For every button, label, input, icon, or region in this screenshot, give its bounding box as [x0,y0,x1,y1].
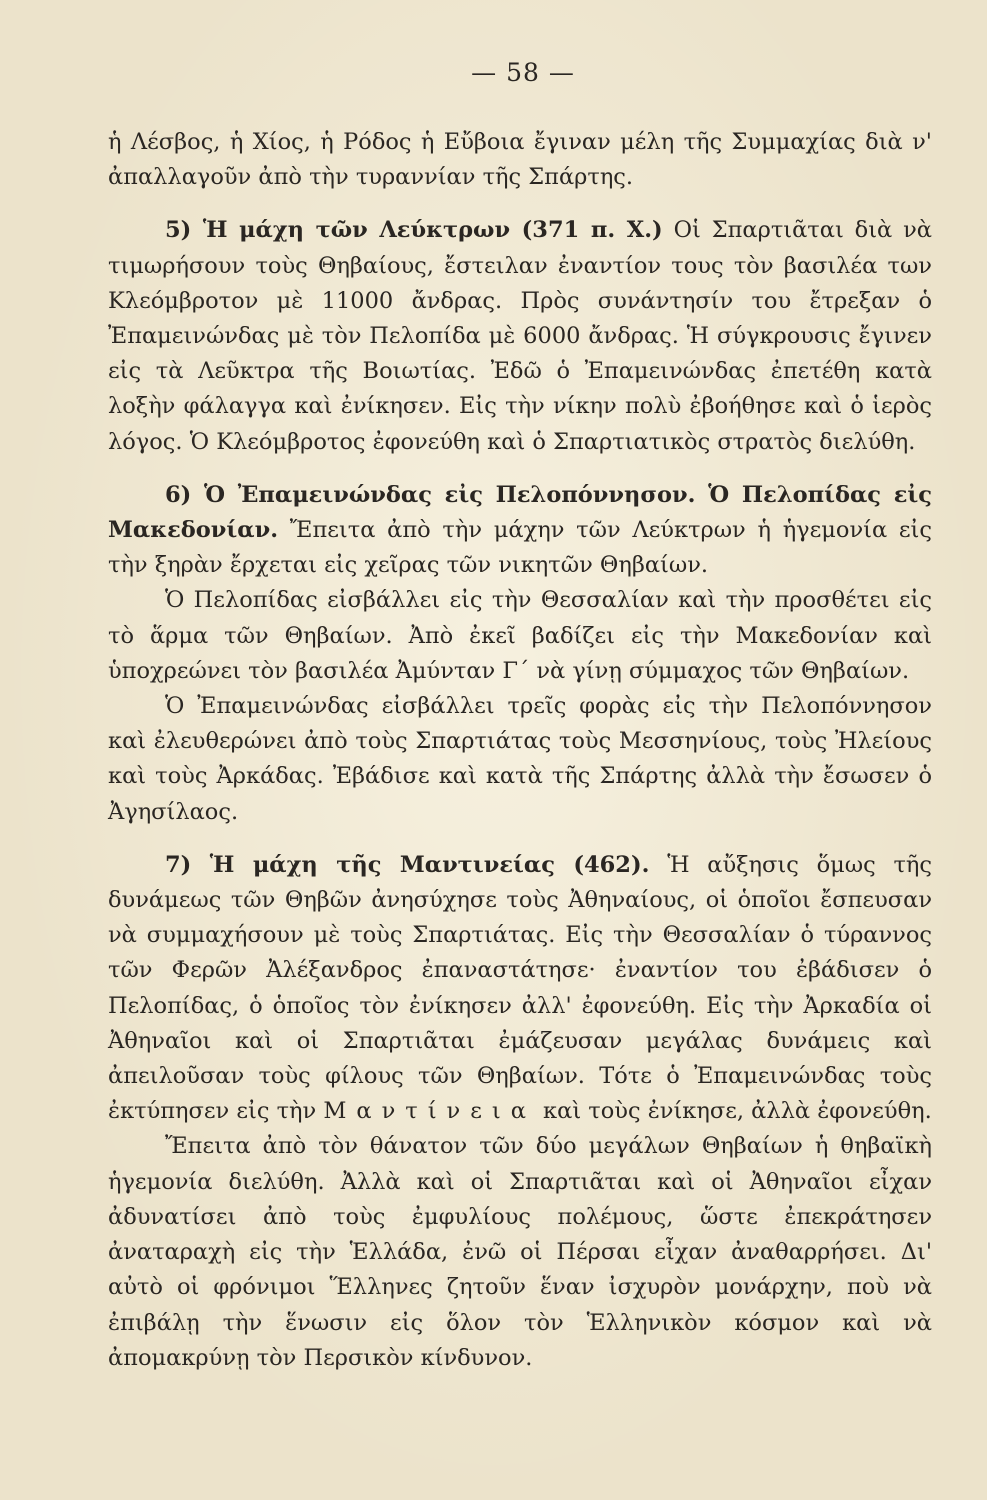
paragraph-continuation [108,125,932,195]
section-heading: 6) Ὁ Ἐπαμεινώνδας εἰς Πελοπόννησον. Ὁ Πελοπίδας εἰς Μακεδονίαν. [108,481,932,544]
paragraph-text: Ἔπειτα ἀπὸ τὸν θάνατον τῶν δύο μεγάλων Θηβαίων ἡ θηβαϊκὴ ἡγεμονία διελύθη. Ἀλλὰ καὶ οἱ Σπαρτιᾶται καὶ οἱ Ἀθηναῖοι εἶχαν ἀδυνατίσει ἀπὸ τοὺς ἐμφυλίους πολέμους, ὥστε ἐπεκράτησεν ἀναταραχὴ εἰς τὴν Ἑλλάδα, ἐνῶ οἱ Πέρσαι εἶχαν ἀναθαρρήσει. Δι' αὐτὸ οἱ φρόνιμοι Ἕλληνες ζητοῦν ἕναν ἰσχυρὸν μονάρχην, ποὺ νὰ ἐπιβάλῃ τὴν ἕνωσιν εἰς ὅλον τὸν Ἑλληνικὸν κόσμον καὶ νὰ ἀπομακρύνῃ τὸν Περσικὸν κίνδυνον. [108,1133,932,1371]
section-heading: 5) Ἡ μάχη τῶν Λεύκτρων (371 π. Χ.) [165,217,663,244]
spaced-word-mantineia: Μαντίνεια [323,1098,536,1125]
paragraph-text: Ὁ Πελοπίδας εἰσβάλλει εἰς τὴν Θεσσαλίαν καὶ τὴν προσθέτει εἰς τὸ ἅρμα τῶν Θηβαίων. Ἀπὸ ἐκεῖ βαδίζει εἰς τὴν Μακεδονίαν καὶ ὑποχρεώνει τὸν βασιλέα Ἀμύνταν Γ΄ νὰ γίνῃ σύμμαχος τῶν Θηβαίων. [108,587,932,684]
paragraph-conclusion [108,1129,932,1375]
paragraph-text: καὶ τοὺς ἐνίκησε, ἀλλὰ ἐφονεύθη. [535,1098,932,1125]
section-6-epaminondas-pelopidas [108,478,932,584]
paragraph-text: ἡ Λέσβος, ἡ Χίος, ἡ Ρόδος ἡ Εὔβοια ἔγιναν μέλη τῆς Συμμαχίας διὰ ν' ἀπαλλαγοῦν ἀπὸ τὴν τυραννίαν τῆς Σπάρτης. [108,129,932,191]
paragraph-text: Οἱ Σπαρτιᾶται διὰ νὰ τιμωρήσουν τοὺς Θηβαίους, ἔστειλαν ἐναντίον τους τὸν βασιλέα των Κλεόμβροτον μὲ 11000 ἄνδρας. Πρὸς συνάντησίν του ἔτρεξαν ὁ Ἐπαμεινώνδας μὲ τὸν Πελοπίδα μὲ 6000 ἄνδρας. Ἡ σύγκρουσις ἔγινεν εἰς τὰ Λεῦκτρα τῆς Βοιωτίας. Ἐδῶ ὁ Ἐπαμεινώνδας ἐπετέθη κατὰ λοξὴν φάλαγγα καὶ ἐνίκησεν. Εἰς τὴν νίκην πολὺ ἐβοήθησε καὶ ὁ ἱερὸς λόγος. Ὁ Κλεόμβροτος ἐφονεύθη καὶ ὁ Σπαρτιατικὸς στρατὸς διελύθη. [108,217,932,455]
body-text [108,125,932,1394]
page-number: — 58 — [471,58,575,87]
section-heading: 7) Ἡ μάχη τῆς Μαντινείας (462). [165,851,650,878]
paragraph-epaminondas [108,689,932,830]
paragraph-text: Ἡ αὔξησις ὅμως τῆς δυνάμεως τῶν Θηβῶν ἀνησύχησε τοὺς Ἀθηναίους, οἱ ὁποῖοι ἔσπευσαν νὰ συμμαχήσουν μὲ τοὺς Σπαρτιάτας. Εἰς τὴν Θεσσαλίαν ὁ τύραννος τῶν Φερῶν Ἀλέξανδρος ἐπαναστάτησε· ἐναντίον του ἐβάδισεν ὁ Πελοπίδας, ὁ ὁποῖος τὸν ἐνίκησεν ἀλλ' ἐφονεύθη. Εἰς τὴν Ἀρκαδία οἱ Ἀθηναῖοι καὶ οἱ Σπαρτιᾶται ἐμάζευσαν μεγάλας δυνάμεις καὶ ἀπειλοῦσαν τοὺς φίλους τῶν Θηβαίων. Τότε ὁ Ἐπαμεινώνδας τοὺς ἐκτύπησεν εἰς τὴν [108,851,932,1125]
paragraph-text: Ὁ Ἐπαμεινώνδας εἰσβάλλει τρεῖς φορὰς εἰς τὴν Πελοπόννησον καὶ ἐλευθερώνει ἀπὸ τοὺς Σπαρτιάτας τοὺς Μεσσηνίους, τοὺς Ἠλείους καὶ τοὺς Ἀρκάδας. Ἐβάδισε καὶ κατὰ τῆς Σπάρτης ἀλλὰ τὴν ἔσωσεν ὁ Ἀγησίλαος. [108,693,932,825]
paragraph-pelopidas [108,583,932,689]
section-7-mantinea [108,848,932,1130]
paragraph-text: Ἔπειτα ἀπὸ τὴν μάχην τῶν Λεύκτρων ἡ ἡγεμονία εἰς τὴν ξηρὰν ἔρχεται εἰς χεῖρας τῶν νικητῶν Θηβαίων. [108,517,932,579]
section-5-leuctra [108,213,932,459]
